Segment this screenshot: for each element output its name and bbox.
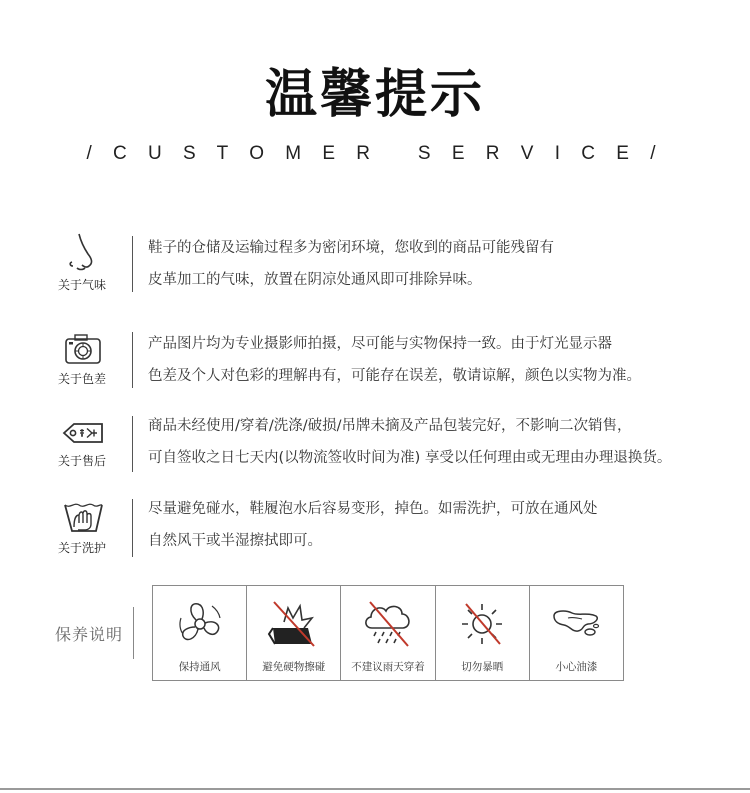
section-label: 关于色差 bbox=[57, 372, 106, 386]
section-color bbox=[0, 330, 750, 410]
text-line: 产品图片均为专业摄影师拍摄，尽可能与实物保持一致。由于灯光显示器 bbox=[148, 336, 612, 352]
text-line: 商品未经使用/穿着/洗涤/破损/吊牌未摘及产品包装完好，不影响二次销售， bbox=[148, 418, 632, 434]
care-label: 保持通风 bbox=[178, 661, 221, 673]
section-divider bbox=[132, 499, 133, 557]
care-label: 切勿暴晒 bbox=[461, 661, 504, 673]
section-label: 关于售后 bbox=[57, 454, 106, 468]
section-label: 关于洗护 bbox=[57, 541, 106, 555]
care-item-avoid-hard-objects bbox=[247, 586, 341, 680]
text-line: 鞋子的仓储及运输过程多为密闭环境，您收到的商品可能残留有 bbox=[148, 240, 554, 256]
care-label: 不建议雨天穿着 bbox=[351, 661, 425, 673]
text-line: 皮革加工的气味，放置在阴凉处通风即可排除异味。 bbox=[148, 272, 482, 288]
text-line: 自然风干或半湿擦拭即可。 bbox=[148, 533, 322, 549]
text-line: 尽量避免碰水，鞋履泡水后容易变形，掉色。如需洗护，可放在通风处 bbox=[148, 501, 598, 517]
text-line: 色差及个人对色彩的理解冉有，可能存在误差，敬请谅解，颜色以实物为准。 bbox=[148, 368, 641, 384]
care-label: 小心油漆 bbox=[555, 661, 598, 673]
care-item-ventilate bbox=[153, 586, 247, 680]
care-item-no-rain bbox=[341, 586, 435, 680]
no-sun-icon bbox=[454, 598, 510, 650]
page-subtitle: / C U S T O M E R S E R V I C E / bbox=[86, 143, 664, 164]
care-item-paint-caution bbox=[530, 586, 623, 680]
section-washing bbox=[0, 497, 750, 577]
section-text bbox=[148, 493, 598, 557]
text-line: 可自签收之日七天内(以物流签收时间为准) 享受以任何理由或无理由办理退换货。 bbox=[148, 450, 672, 466]
care-divider bbox=[133, 607, 134, 659]
page-title: 温馨提示 bbox=[264, 65, 485, 125]
section-text bbox=[148, 410, 671, 474]
care-label: 避免硬物擦碰 bbox=[262, 661, 326, 673]
section-after-sales bbox=[0, 414, 750, 494]
section-label: 关于气味 bbox=[57, 278, 106, 292]
section-divider bbox=[132, 236, 133, 292]
care-title: 保养说明 bbox=[55, 625, 124, 644]
nose-icon bbox=[60, 232, 106, 272]
camera-icon bbox=[60, 330, 106, 370]
section-text bbox=[148, 328, 641, 392]
section-text bbox=[148, 232, 554, 296]
section-divider bbox=[132, 332, 133, 388]
section-divider bbox=[132, 416, 133, 472]
fan-icon bbox=[172, 598, 228, 650]
care-item-no-sun bbox=[436, 586, 530, 680]
hand-wash-icon bbox=[60, 497, 106, 537]
section-smell bbox=[0, 232, 750, 312]
no-hard-object-icon bbox=[266, 598, 322, 650]
oil-spill-icon bbox=[548, 598, 604, 650]
bottom-divider bbox=[0, 788, 750, 790]
care-icons-panel bbox=[152, 585, 624, 681]
no-rain-icon bbox=[360, 598, 416, 650]
price-tag-icon bbox=[60, 414, 106, 454]
